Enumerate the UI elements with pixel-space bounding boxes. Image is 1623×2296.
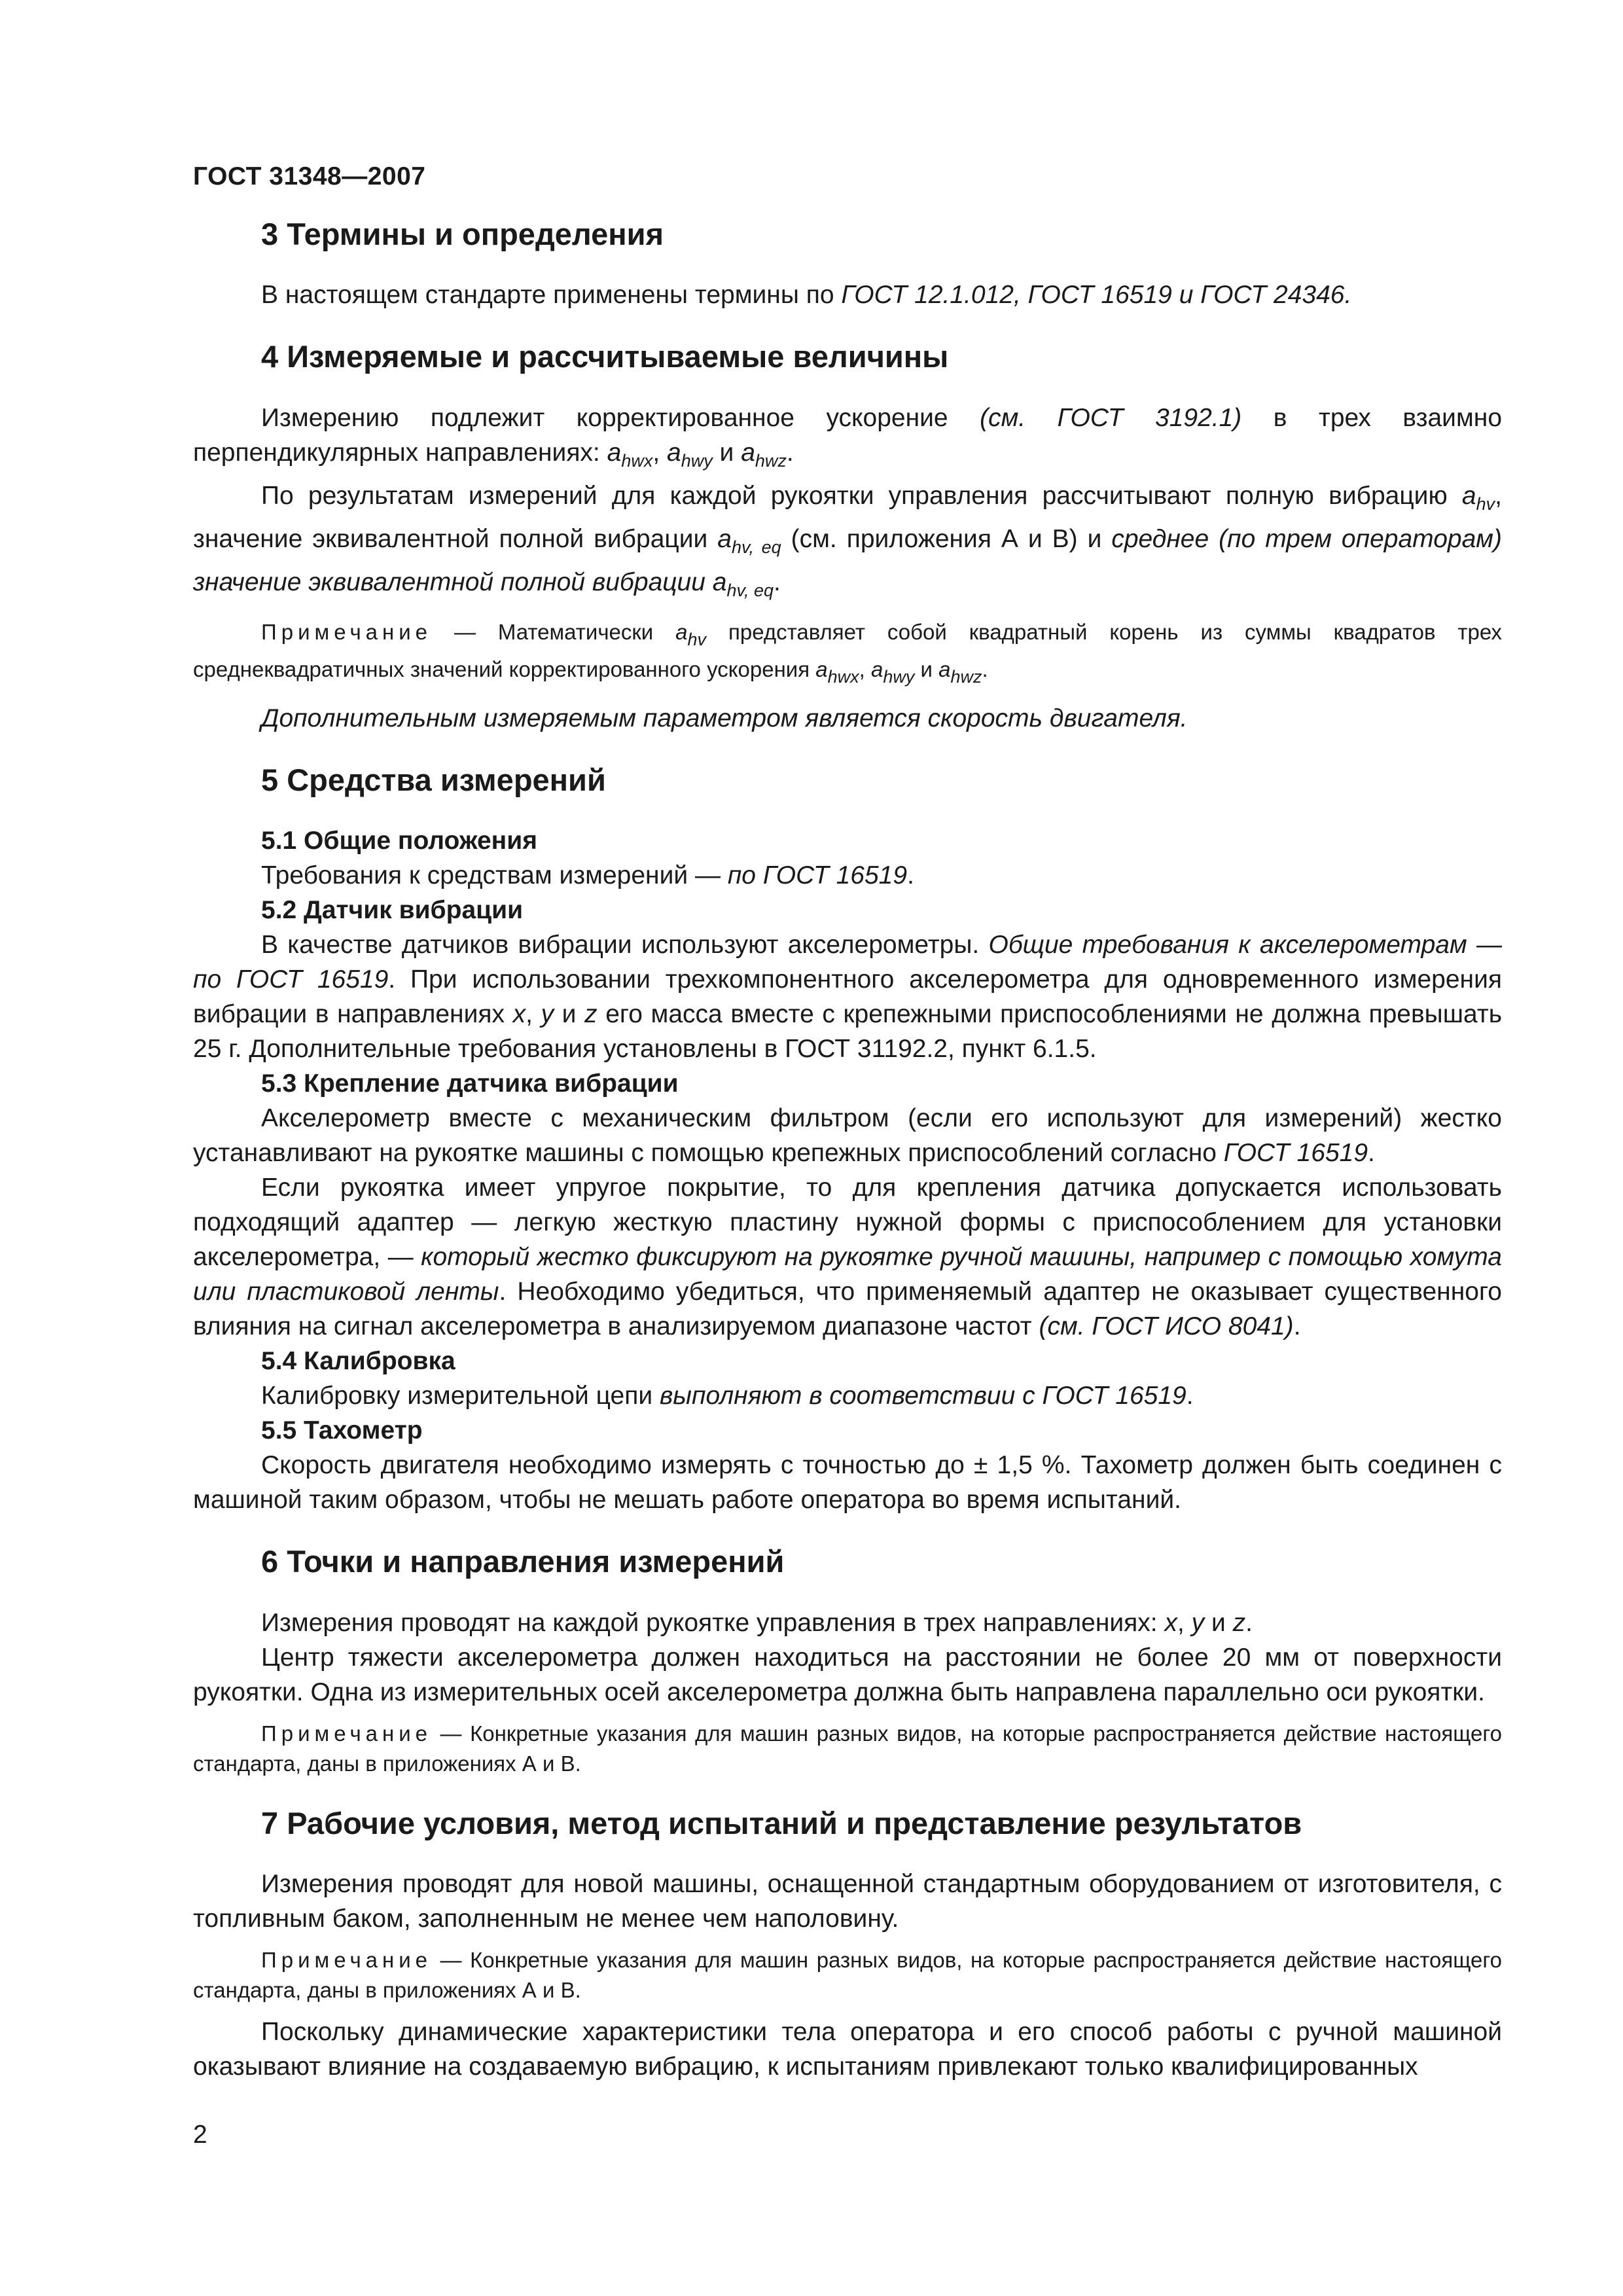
page-number: 2 (193, 2121, 207, 2149)
section-3-paragraph: В настоящем стандарте применены термины по ГОСТ 12.1.012, ГОСТ 16519 и ГОСТ 24346. (261, 281, 1352, 310)
subsection-5-4-text: Калибровку измерительной цепи выполняют в соответствии с ГОСТ 16519. (261, 1382, 1194, 1410)
section-4-paragraph-1: Измерению подлежит корректированное ускорение (см. ГОСТ 3192.1) в трех взаимно перпендикулярных направлениях: $a_{hwx}$, $a_{hwy}$ и $a_{hwz}$. (193, 403, 1503, 471)
subsection-5-2-text: В качестве датчиков вибрации используют акселерометры. Общие требования к акселерометрам — по ГОСТ 16519. При использовании трехкомпонентного акселерометра для одновременного измерения вибрации в направлениях x, y и z его масса вместе с крепежными приспособлениями не должна превышать 25 г. Дополнительные требования установлены в ГОСТ 31192.2, пункт 6.1.5. (193, 931, 1503, 1064)
section-6-paragraph-2: Центр тяжести акселерометра должен находиться на расстоянии не более 20 мм от поверхности рукоятки. Одна из измерительных осей акселерометра должна быть направлена параллельно оси рукоятки. (193, 1643, 1502, 1706)
subsection-5-2-heading: 5.2 Датчик вибрации (261, 896, 524, 925)
section-3-heading: 3 Термины и определения (261, 217, 664, 251)
section-4-paragraph-3: Дополнительным измеряемым параметром является скорость двигателя. (261, 704, 1188, 732)
subsection-5-4-heading: 5.4 Калибровка (261, 1347, 455, 1376)
section-7-note: Примечание — Конкретные указания для машин разных видов, на которые распространяется действие настоящего стандарта, даны в приложениях А и В. (193, 1947, 1502, 2002)
subsection-5-1-heading: 5.1 Общие положения (261, 827, 537, 855)
section-7-paragraph-2: Поскольку динамические характеристики тела оператора и его способ работы с ручной машиной оказывают влияние на создаваемую вибрацию, к испытаниям привлекают только квалифицированных (193, 2017, 1502, 2081)
section-6-paragraph-1: Измерения проводят на каждой рукоятке управления в трех направлениях: x, y и z. (261, 1608, 1253, 1637)
subsection-5-3-heading: 5.3 Крепление датчика вибрации (261, 1069, 679, 1098)
subsection-5-1-text: Требования к средствам измерений — по ГОСТ 16519. (261, 861, 914, 890)
section-6-heading: 6 Точки и направления измерений (261, 1544, 785, 1579)
subsection-5-5-text: Скорость двигателя необходимо измерять с точностью до ± 1,5 %. Тахометр должен быть соединен с машиной таким образом, чтобы не мешать работе оператора во время испытаний. (193, 1451, 1502, 1515)
section-7-heading: 7 Рабочие условия, метод испытаний и представление результатов (261, 1805, 1302, 1840)
page-content (193, 216, 1502, 2084)
section-7-paragraph-1: Измерения проводят для новой машины, оснащенной стандартным оборудованием от изготовителя, с топливным баком, заполненным не менее чем наполовину. (193, 1869, 1502, 1933)
subsection-5-5-heading: 5.5 Тахометр (261, 1416, 423, 1445)
section-4-note: Примечание — Математически $a_{hv}$ представляет собой квадратный корень из суммы квадратов трех среднеквадратичных значений корректированного ускорения $a_{hwx}$, $a_{hwy}$ и $a_{hwz}$. (193, 619, 1502, 687)
subsection-5-3-text-2: Если рукоятка имеет упругое покрытие, то для крепления датчика допускается использовать подходящий адаптер — легкую жесткую пластину нужной формы с приспособлением для установки акселерометра, — который жестко фиксируют на рукоятке ручной машины, например с помощью хомута или пластиковой ленты. Необходимо убедиться, что применяемый адаптер не оказывает существенного влияния на сигнал акселерометра в анализируемом диапазоне частот (см. ГОСТ ИСО 8041). (193, 1174, 1502, 1341)
document-id: ГОСТ 31348—2007 (193, 162, 426, 190)
section-4-paragraph-2: По результатам измерений для каждой рукоятки управления рассчитывают полную вибрацию $a_{hv}$, значение эквивалентной полной вибрации $a_{hv, eq}$ (см. приложения А и В) и среднее (по трем операторам) значение эквивалентной полной вибрации $a_{hv, eq}$. (193, 481, 1502, 600)
section-4-heading: 4 Измеряемые и рассчитываемые величины (261, 339, 949, 374)
section-5-heading: 5 Средства измерений (261, 762, 606, 797)
subsection-5-3-text-1: Акселерометр вместе с механическим фильтром (если его используют для измерений) жестко устанавливают на рукоятке машины с помощью крепежных приспособлений согласно ГОСТ 16519. (193, 1104, 1502, 1168)
section-6-note: Примечание — Конкретные указания для машин разных видов, на которые распространяется действие настоящего стандарта, даны в приложениях А и В. (193, 1721, 1502, 1776)
